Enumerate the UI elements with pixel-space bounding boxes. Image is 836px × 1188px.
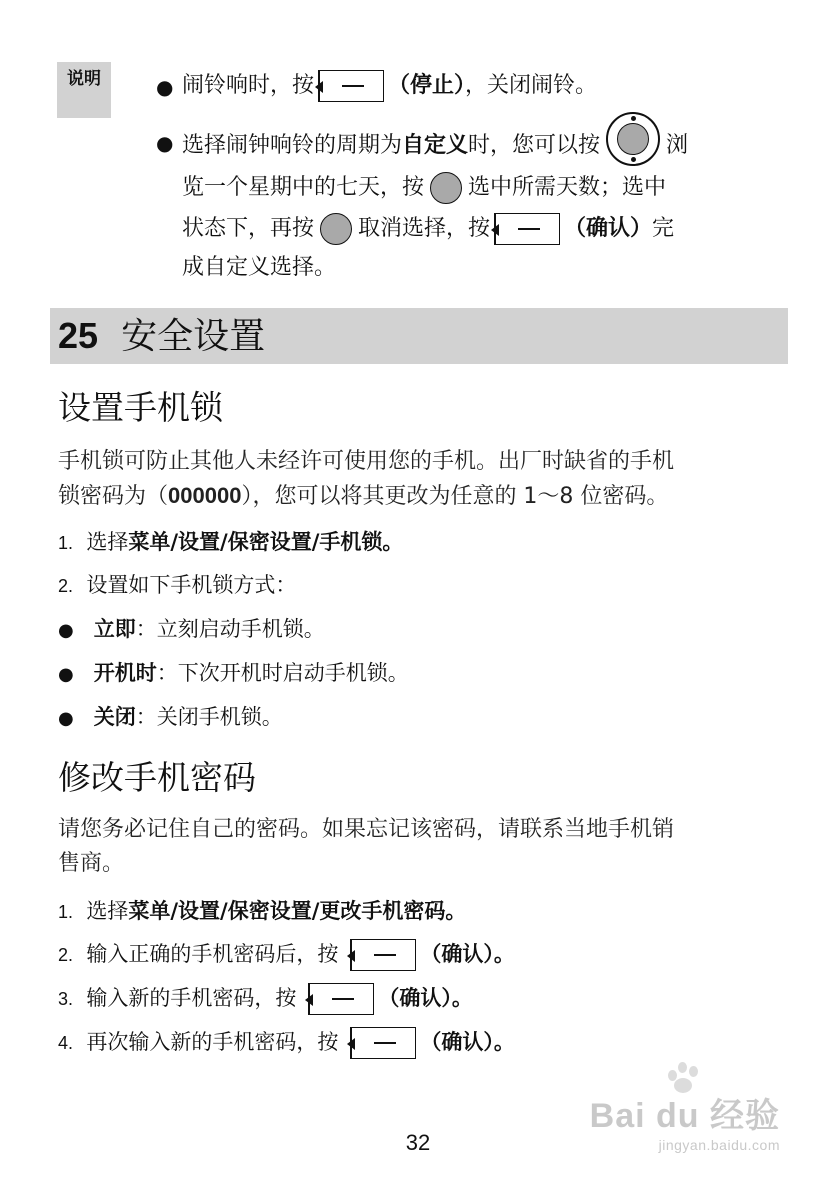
step-item: 1. 选择菜单/设置/保密设置/更改手机密码。 xyxy=(58,899,467,923)
watermark-url: jingyan.baidu.com xyxy=(658,1137,780,1153)
step-item: 2. 输入正确的手机密码后，按 （确认）。 xyxy=(58,939,515,971)
bullet-dot: ● xyxy=(156,131,174,155)
paragraph-line: 手机锁可防止其他人未经许可使用您的手机。出厂时缺省的手机 xyxy=(58,449,675,474)
paragraph-line: 售商。 xyxy=(58,851,125,876)
step-item: 4. 再次输入新的手机密码，按 （确认）。 xyxy=(58,1027,515,1059)
heading-phone-lock: 设置手机锁 xyxy=(58,388,223,427)
watermark-brand: Bai du 经验 xyxy=(589,1097,780,1135)
note-bullet-2-line-4: 成自定义选择。 xyxy=(182,255,337,280)
option-item: ● 开机时：下次开机时启动手机锁。 xyxy=(58,661,409,685)
note-label: 说明 xyxy=(57,62,111,118)
section-number: 25 xyxy=(58,315,99,356)
left-softkey-icon xyxy=(350,939,416,971)
navigation-key-icon xyxy=(606,112,660,166)
note-bullet-2-line-2: 览一个星期中的七天，按 选中所需天数；选中 xyxy=(182,172,666,204)
left-softkey-icon xyxy=(318,70,384,102)
left-softkey-icon xyxy=(494,213,560,245)
section-title: 安全设置 xyxy=(121,316,266,357)
heading-change-password: 修改手机密码 xyxy=(58,758,256,797)
section-header xyxy=(50,308,788,364)
left-softkey-icon xyxy=(308,983,374,1015)
step-item: 2. 设置如下手机锁方式： xyxy=(58,573,297,597)
ok-key-icon xyxy=(430,172,462,204)
page-number: 32 xyxy=(405,1130,431,1155)
step-item: 3. 输入新的手机密码，按 （确认）。 xyxy=(58,983,473,1015)
step-item: 1. 选择菜单/设置/保密设置/手机锁。 xyxy=(58,530,404,554)
option-item: ● 立即：立刻启动手机锁。 xyxy=(58,617,325,641)
bullet-dot: ● xyxy=(156,75,174,99)
left-softkey-icon xyxy=(350,1027,416,1059)
paragraph-line: 请您务必记住自己的密码。如果忘记该密码，请联系当地手机销 xyxy=(58,817,675,842)
note-bullet-1: 闹铃响时，按 （停止），关闭闹铃。 xyxy=(182,70,597,102)
note-bullet-2-line-3: 状态下，再按 取消选择，按 （确认）完 xyxy=(182,213,674,245)
note-bullet-2-line-1: 选择闹钟响铃的周期为自定义时，您可以按 浏 xyxy=(182,126,688,166)
option-item: ● 关闭：关闭手机锁。 xyxy=(58,705,283,729)
ok-key-icon xyxy=(320,213,352,245)
paragraph-line: 锁密码为（000000），您可以将其更改为任意的 1～8 位密码。 xyxy=(58,483,669,509)
